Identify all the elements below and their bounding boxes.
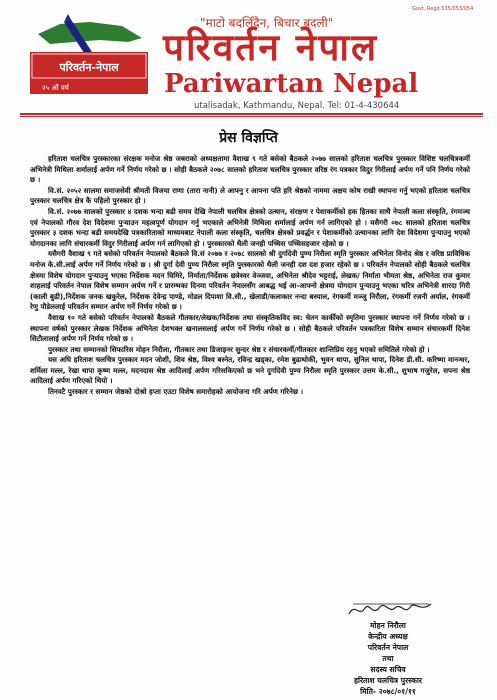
- header-divider: [20, 113, 483, 115]
- signatory-role-secondary: सदस्य सचिव: [370, 665, 406, 674]
- registration-number: Govt. Regd.535/053/054: [412, 6, 474, 12]
- signatory-organization: परिवर्तन नेपाल: [367, 643, 409, 652]
- press-release-heading: प्रेस विज्ञप्ति: [219, 130, 278, 146]
- press-release-body: [30, 154, 470, 398]
- paragraph: यसैगरी वैशाख ९ गते बसेको परिवर्तन नेपालको बैठकले वि.सं २०७७ र २०७८ सालको श्री दुर्गादेवी पुण्य निरौला स्मृति पुरस्कार अभिनेता विनोद श्रेष्ठ र वरिष्ठ प्राविधिक मनोज के.सी.लाई अर्पण गर्ने निर्णय गरेको छ । श्री दुर्गा देवी पुण्य निरौला स्मृति पुरस्कारको थैली जनही दश दश हजार रहेको छ । परिवर्तन नेपालको सोही बैठकले चलचित्र क्षेत्रमा विशेष योगदान पुऱ्याउनु भएका निर्देशक मदन घिमिरे, निर्माता/निर्देशक छत्रेश्वर वेञ्जवा, अभिनेता श्रीदेव भट्टराई, लेखक/ निर्माता भीमता श्रेष्ठ, अभिनेता राज कुमार शाहलाई परिवर्तन नेपाल विशेष सम्मान अर्पण गर्ने र प्रारम्भका दिनमा परिवर्तन नेपालसँग आबद्ध भई आ-आफ्नो क्षेत्रमा योगदान पुऱ्याउनु भएका चरित्र अभिनेत्री शारदा गिरी (काली बुढी),निर्देशक जनक खकुरेल, निर्देशक देवेन्द्र पाण्डे, मोडल दिपाशा वि.सी., खेलाडी/कलाकार नन्दा बस्याल, रंगकर्मी मञ्जु निरौला, रंगकर्मी रजनी अर्याल, रंगकर्मी रेणु पौडेललाई परिवर्तन सम्मान अर्पण गर्ने निर्णय गरेको छ ।: [30, 249, 470, 312]
- paragraph: पुरस्कार तथा सम्मानको सिफारिस मोहन निरौला, गीतकार तथा डिजाइनर सुन्दर श्रेष्ठ र संचारकर्मी/गीतकार शान्तिप्रिय रहनु भएको समितिले गरेको हो ।: [48, 344, 430, 354]
- paragraph: हरिताश चलचित्र पुरस्कारका संरक्षक मनोज श्रेष्ठ जबराको अध्यक्षतामा वैशाख ९ गते बसेको बैठकले २०७७ सालको हरिताश चलचित्र पुरस्कार विशिष्ट चलचित्रकर्मी अभिनेत्री मिथिला शर्मालाई अर्पण गर्ने निर्णय गरेको छ । सोही बैठकले २०७८ सालको हरिताश चलचित्र पुरस्कार वरिष्ठ रंग पत्रकार विदुर गिरीलाई अर्पण गर्ने पनि निर्णय गरेको छ ।: [30, 154, 470, 185]
- header-divider-thin: [20, 116, 483, 117]
- signatory-organization-secondary: हरिताश चलचित्र पुरस्कार: [353, 676, 423, 685]
- map-pen-logo-icon: [30, 12, 150, 98]
- signatory-role: केन्द्रीय अध्यक्ष: [368, 632, 408, 641]
- logo-banner-text: परिवर्तन-नेपाल: [59, 61, 119, 74]
- paragraph: यस अघि हरिताश चलचित्र पुरस्कार मदन जोशी, शिव श्रेष्ठ, विश्व बस्नेत, रविन्द्र खड्का, रमेश बुढाथोकी, भुवन थापा, सुनिल थापा, दिनेश डी.सी. करिष्मा मानन्धर, शर्मिला मल्ल, रेखा थापा कृष्ण मल्ल, मदनदास श्रेष्ठ आदिलाई अर्पण गरिसकिएको छ भने दुर्गादेवी पुण्य निरौला स्मृति पुरस्कार उत्तम के.सी., शुभाष गजुरेल, सपना श्रेष्ठ आदिलाई अर्पण गरिएको थियो ।: [30, 355, 470, 386]
- paragraph: वैशाख १० गते बसेको परिवर्तन नेपालको बैठकले गीतकार/लेखक/निर्देशक तथा संस्कृतिकविद स्व: चेतन कार्कीको स्मृतिमा पुरस्कार स्थापना गर्ने निर्णय गरेको छ । स्थापना वर्षको पुरस्कार लेखक निर्देशक अभिनेता देशभक्त खनालसलाई अर्पण गर्ने निर्णय गरेको छ । सोही बैठकले परिवर्तन पत्रकारिता विशेष सम्मान संचारकर्मी दिनेश सिटौलालाई अर्पण गर्ने निर्णय गरेको छ ।: [30, 312, 470, 344]
- paragraph: तिनवटै पुरस्कार र सम्मान जेष्ठको दोश्रो हप्ता एउटा विशेष समारोहको आयोजना गरि अर्पण गरिनेछ ।: [48, 387, 304, 397]
- paragraph: वि.सं. २०५२ सालमा समाजसेवी श्रीमती विजया राणा (तारा नानी) ले आफ्नु र आफ्ना पति हरि श्रेष्ठको नाममा अक्षय कोष राखी स्थापना गर्नु भएको हरिताश चलचित्र पुरस्कार चलचित्र क्षेत्र कै पहिलो पुरस्कार हो ।: [30, 185, 470, 206]
- signatory-conjunction: तथा: [382, 654, 394, 663]
- masthead-title-nepali: परिवर्तन नेपाल: [163, 26, 379, 69]
- signatory-name: मोहन निरौला: [370, 621, 406, 630]
- paragraph: वि.सं. २०७७ सालको पुरस्कार ४ दशक भन्दा बढी समय देखि नेपाली चलचित्र क्षेत्रको उत्थान, संरक्षण र पेशाकर्मीको हक हितका साथै नेपाली कला संस्कृति, रंगमञ्च एवं नेपालकाे गौरव देश विदेशमा पुऱ्याउन महत्वपूर्ण योगदान गर्नु भएकाले अभिनेत्री मिथिला शर्मालाई अर्पण गर्न लागिएको हो । यसैगरी ०७८ सालको हरिताश चलचित्र पुरस्कार ३ दशक भन्दा बढी समयदेखि पत्रकारिताको माध्यमबाट नेपाली कला संस्कृति, चलचित्र क्षेत्रको प्रवर्द्धन र पेशाकर्मीको उत्थानका लागि देश विदेशमा पुऱ्याउनु भएको योगदानका लागि संचारकर्मी विदुर गिरीलाई अर्पण गर्न लागिएको हो । पुरस्कारको थैली जनही पच्चिस पच्चिसहजार रहेको छ ।: [30, 206, 470, 248]
- handwritten-signature: [345, 598, 435, 622]
- address-line: utalisadak, Kathmandu, Nepal. Tel: 01-4-430644: [194, 101, 400, 111]
- slogan: "माटो बदलिँदैन, बिचार बदली": [200, 16, 334, 30]
- signatory-block: [338, 620, 438, 697]
- masthead-title-english: Pariwartan Nepal: [164, 69, 419, 99]
- logo-year-text: २५ औं वर्ष: [42, 84, 69, 92]
- release-date: मिति- २०७८/०१/११: [360, 687, 416, 696]
